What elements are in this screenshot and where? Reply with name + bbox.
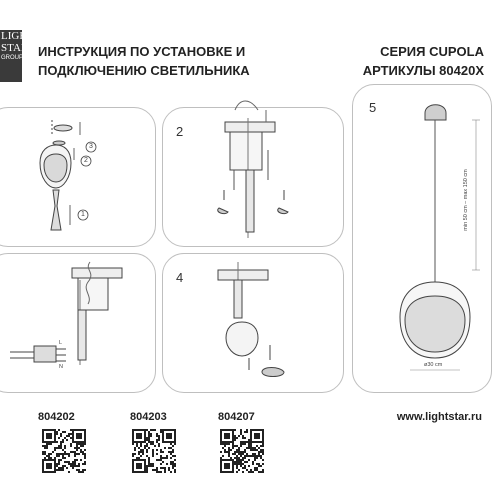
step-number-5: 5 [369,100,377,115]
qr-code-804203 [132,429,176,473]
step-1-arrow-label-1: 1 [81,211,85,218]
logo-line-3: GROUP [1,55,24,61]
step-1-arrow-label-3: 3 [89,143,93,150]
title-line-2: ПОДКЛЮЧЕНИЮ СВЕТИЛЬНИКА [38,63,250,78]
article-804207: 804207 [218,411,255,423]
step-5-illustration [400,105,480,370]
wire-label-n: N [59,364,63,370]
step-number-2: 2 [176,124,184,139]
step-number-4: 4 [176,270,184,285]
articles-label: АРТИКУЛЫ 80420Х [362,63,484,78]
wire-label-l: L [59,340,63,346]
qr-code-804207 [220,429,264,473]
step-2-illustration [218,101,288,238]
title-line-1: ИНСТРУКЦИЯ ПО УСТАНОВКЕ И [38,44,246,59]
diameter-label: ø30 cm [424,362,443,368]
step-1-illustration [40,120,80,230]
article-804202: 804202 [38,411,75,423]
height-dimension-label: min 50 cm – max 150 cm [463,169,469,231]
website-link[interactable]: www.lightstar.ru [396,411,482,423]
qr-code-804202 [42,429,86,473]
step-1-arrow-label-2: 2 [84,157,88,164]
step-3-illustration [10,262,122,365]
step-4-illustration [218,262,284,377]
series-name: СЕРИЯ CUPOLA [380,44,484,59]
step-1-arrow-icons [78,142,96,220]
logo-line-2: STAR [1,42,29,54]
article-804203: 804203 [130,411,167,423]
logo-line-1: LIGHT [1,30,34,42]
